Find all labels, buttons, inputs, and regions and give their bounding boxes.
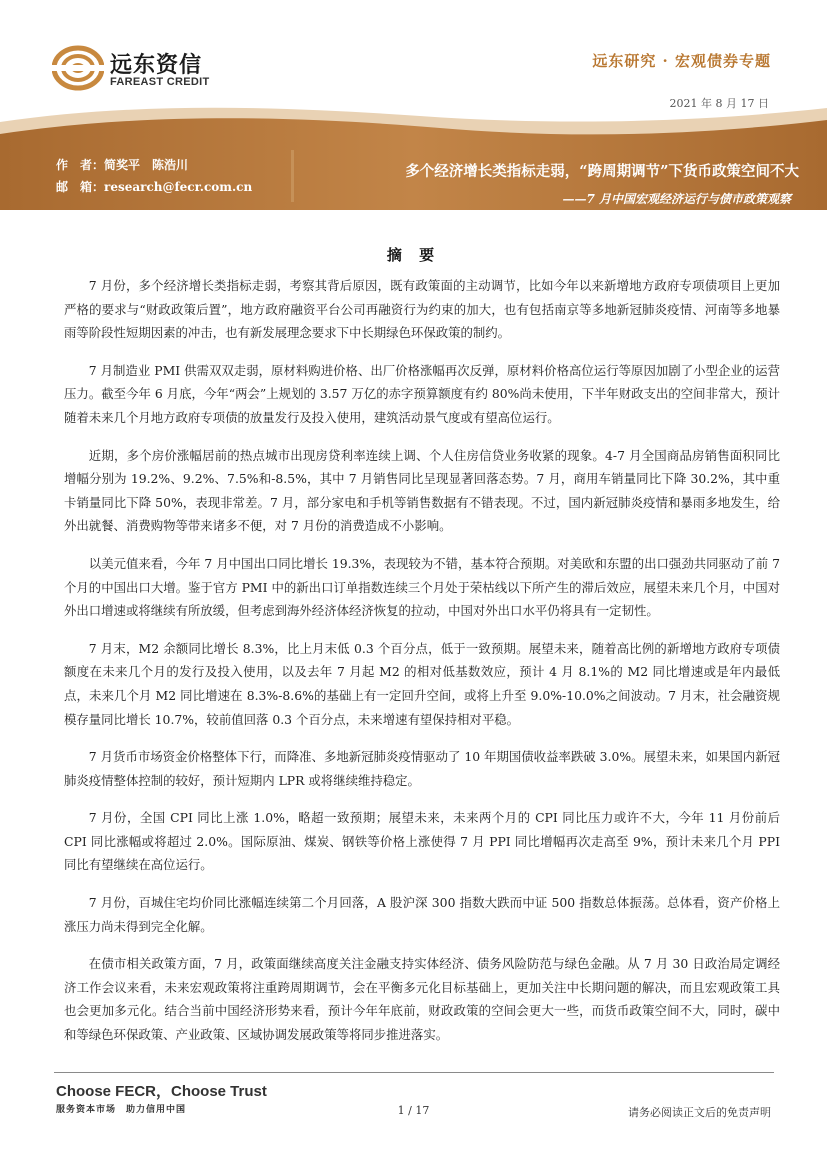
author-names: 简奖平 陈浩川 — [104, 158, 189, 172]
logo-english-name: FAREAST CREDIT — [110, 76, 210, 88]
email-address[interactable]: research@fecr.com.cn — [104, 180, 253, 194]
page-header — [0, 0, 827, 100]
footer-disclaimer: 请务必阅读正文后的免责声明 — [628, 1106, 771, 1119]
footer-tagline: Choose FECR，Choose Trust — [56, 1083, 267, 1100]
summary-paragraph: 7 月份，百城住宅均价同比涨幅连续第二个月回落，A 股沪深 300 指数大跌而中证 500 指数总体振荡。总体看，资产价格上涨压力尚未得到完全化解。 — [64, 895, 780, 934]
summary-paragraph: 7 月制造业 PMI 供需双双走弱，原材料购进价格、出厂价格涨幅再次反弹，原材料价格高位运行等原因加剧了小型企业的运营压力。截至今年 6 月底，今年“两会”上规划的 3.57 万亿的赤字预算额度有约 80%尚未使用，下半年财政支出的空间非常大，预计随着未来几个月地方政府专项债的放量发行及投入使用，建筑活动景气度或有望高位运行。 — [64, 362, 780, 425]
summary-body — [64, 274, 780, 1061]
author-row — [56, 154, 252, 176]
author-label: 作 者： — [56, 158, 105, 172]
footer-divider — [54, 1072, 774, 1073]
email-row — [56, 176, 252, 198]
page-number: 1 / 17 — [397, 1104, 430, 1117]
email-label: 邮 箱： — [56, 180, 105, 194]
summary-heading: 摘 要 — [386, 246, 441, 264]
summary-paragraph: 7 月末，M2 余额同比增长 8.3%，比上月末低 0.3 个百分点，低于一致预期。展望未来，随着高比例的新增地方政府专项债额度在未来几个月的发行及投入使用，以及去年 7 月起 M2 的相对低基数效应，预计 4 月 8.1%的 M2 同比增速或是年内最低点，未来几个月 M2 同比增速在 8.3%-8.6%的基础上有一定回升空间，或将上升至 9.0%-10.0%之间波动。7 月末，社会融资规模存量同比增长 10.7%，较前值回落 0.3 个百分点，未来增速有望保持相对平稳。 — [64, 640, 780, 727]
summary-paragraph: 7 月份，全国 CPI 同比上涨 1.0%，略超一致预期；展望未来，未来两个月的 CPI 同比压力或许不大，今年 11 月份前后 CPI 同比涨幅或将超过 2.0%。国际原油、煤炭、钢铁等价格上涨使得 7 月 PPI 同比增幅再次走高至 9%，预计未来几个月 PPI 同比有望继续在高位运行。 — [64, 810, 780, 873]
footer-slogan: 服务资本市场 助力信用中国 — [56, 1105, 187, 1115]
summary-paragraph: 在债市相关政策方面，7 月，政策面继续高度关注金融支持实体经济、债务风险防范与绿色金融。从 7 月 30 日政治局定调经济工作会议来看，未来宏观政策将注重跨周期调节，会在平衡多元化目标基础上，更加关注中长期问题的解决，而且宏观政策工具也会更加多元化。结合当前中国经济形势来看，预计今年年底前，财政政策的空间会更大一些，而货币政策空间不大，同时，碳中和等绿色环保政策、产业政策、区域协调发展政策等将同步推进落实。 — [64, 956, 780, 1043]
fareast-logo-icon — [52, 44, 104, 92]
series-title: 远东研究 · 宏观债券专题 — [592, 52, 771, 70]
report-title: 多个经济增长类指标走弱，“跨周期调节”下货币政策空间不大 — [405, 163, 799, 180]
header-divider — [291, 150, 294, 202]
summary-paragraph: 以美元值来看，今年 7 月中国出口同比增长 19.3%，表现较为不错，基本符合预期。对美欧和东盟的出口强劲共同驱动了前 7 个月的中国出口大增。鉴于官方 PMI 中的新出口订单指数连续三个月处于荣枯线以下所产生的滞后效应，展望未来几个月，中国对外出口增速或将继续有所放缓，但考虑到海外经济体经济恢复的拉动，中国对外出口水平仍将具有一定韧性。 — [64, 555, 780, 619]
company-logo[interactable] — [52, 44, 232, 94]
logo-chinese-name: 远东资信 — [110, 53, 203, 78]
report-subtitle: ——7 月中国宏观经济运行与债市政策观察 — [562, 192, 791, 206]
author-info — [56, 154, 252, 198]
summary-paragraph: 7 月份，多个经济增长类指标走弱，考察其背后原因，既有政策面的主动调节，比如今年以来新增地方政府专项债项目上更加严格的要求与“财政政策后置”，地方政府融资平台公司再融资行为约束的加大，也有包括南京等多地新冠肺炎疫情、河南等多地暴雨等阶段性短期因素的冲击，也有新发展理念要求下中长期绿色环保政策的制约。 — [64, 278, 780, 341]
summary-paragraph: 近期，多个房价涨幅居前的热点城市出现房贷利率连续上调、个人住房信贷业务收紧的现象。4-7 月全国商品房销售面积同比增幅分别为 19.2%、9.2%、7.5%和-8.5%，其中 7 月销售同比呈现显著回落态势。7 月，商用车销量同比下降 30.2%，其中重卡销量同比下降 50%，表现非常差。7 月，部分家电和手机等销售数据有不错表现。不过，国内新冠肺炎疫情和暴雨多地发生，给外出就餐、消费购物等带来诸多不便，对 7 月份的消费造成不小影响。 — [64, 447, 780, 534]
summary-paragraph: 7 月货币市场资金价格整体下行，而降准、多地新冠肺炎疫情驱动了 10 年期国债收益率跌破 3.0%。展望未来，如果国内新冠肺炎疫情整体控制的较好，预计短期内 LPR 或将继续维持稳定。 — [64, 749, 780, 788]
report-date: 2021 年 8 月 17 日 — [669, 97, 769, 110]
